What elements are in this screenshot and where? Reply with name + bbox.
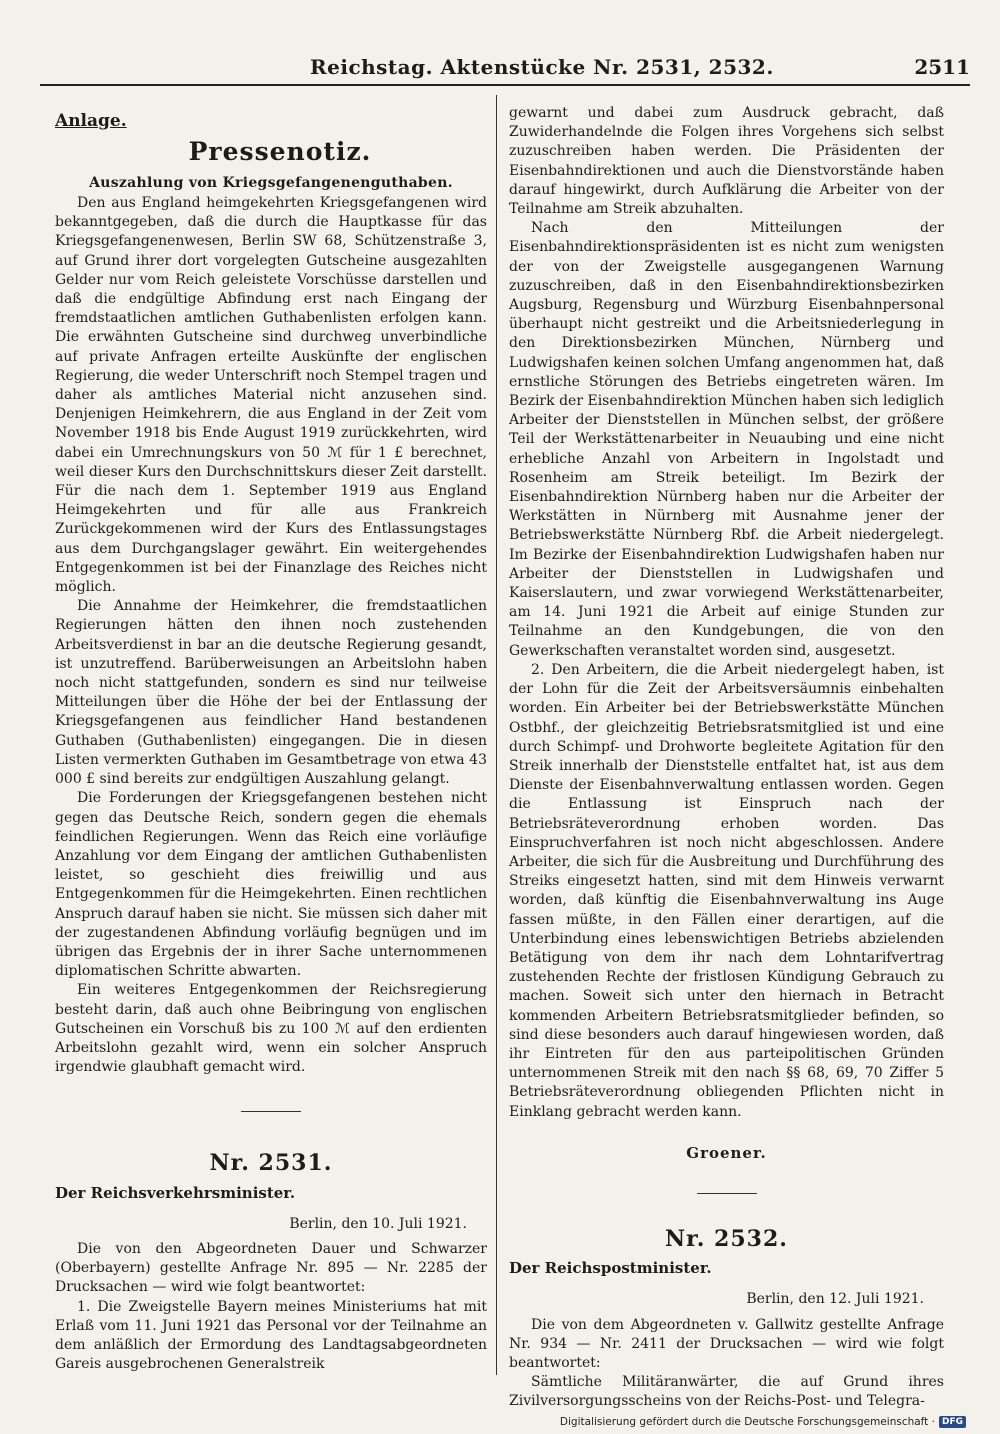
ministry-heading: Der Reichsverkehrsminister. <box>55 1183 296 1202</box>
page-number: 2511 <box>914 55 970 79</box>
signature: Groener. <box>686 1143 767 1162</box>
press-note-title: Pressenotiz. <box>188 137 372 166</box>
anlage-heading: Anlage. <box>55 111 127 131</box>
paragraph: Die Annahme der Heimkehrer, die fremdstaatlichen Regierungen hätten den ihnen noch zustehenden Arbeitsverdienst in bar an die deutsche Regierung gesandt, ist unzutreffend. Barüberweisungen an Arbeitslohn haben noch nicht stattgefunden, sondern es sind nur teilweise Mitteilungen über die Höhe der bei der Entlassung der Kriegsgefangenen aus feindlicher Hand bestandenen Guthaben (Guthabenlisten) eingegangen. Die in diesen Listen vermerkten Guthaben im Gesamtbetrage von etwa 43 000 £ sind bereits zur endgültigen Auszahlung gelangt. <box>55 598 487 788</box>
running-title: Reichstag. Aktenstücke Nr. 2531, 2532. <box>310 55 774 79</box>
footer-text: Digitalisierung gefördert durch die Deutsche Forschungsgemeinschaft · <box>559 1416 935 1428</box>
digitization-footer <box>560 1416 966 1428</box>
paragraph: 1. Die Zweigstelle Bayern meines Ministeriums hat mit Erlaß vom 11. Juni 1921 das Personal vor der Teilnahme an dem anläßlich der Ermordung des Landtagsabgeordneten Gareis ausgebrochenen Generalstreik <box>55 1298 487 1373</box>
paragraph: gewarnt und dabei zum Ausdruck gebracht, daß Zuwiderhandelnde die Folgen ihres Vorgehens sich selbst zuzuschreiben haben werden. Die Präsidenten der Eisenbahndirektionen und auch die Dienstvorstände haben darauf hingewirkt, durch Aufklärung die Arbeiter von der Teilnahme am Streik abzuhalten. <box>509 105 944 218</box>
paragraph: Nach den Mitteilungen der Eisenbahndirektionspräsidenten ist es nicht zum wenigsten der von der Zweigstelle ausgegangenen Warnung zuzuschreiben, daß in den Eisenbahndirektionsbezirken Augsburg, Regensburg und Würzburg Eisenbahnpersonal überhaupt nicht gestreikt und die Arbeitsniederlegung in den Direktionsbezirken München, Nürnberg und Ludwigshafen keinen solchen Umfang angenommen hat, daß ernstliche Störungen des Betriebs eingetreten wären. Im Bezirk der Eisenbahndirektion München haben sich lediglich Arbeiter der Dienststellen in München selbst, der größere Teil der Werkstättenarbeiter in Neuaubing und eine nicht erhebliche Anzahl von Arbeitern in Ingolstadt und Rosenheim am Streik beteiligt. Im Bezirk der Eisenbahndirektion Nürnberg haben nur die Arbeiter der Werkstätten in Nürnberg mit Ausnahme jener der Betriebswerkstätte Nürnberg Rbf. die Arbeit niedergelegt. Im Bezirke der Eisenbahndirektion Ludwigshafen haben nur Arbeiter der Dienststellen in Ludwigshafen und Kaiserslautern, und zwar vorwiegend Werkstättenarbeiter, am 14. Juni 1921 die Arbeit auf einige Stunden zur Teilnahme an den Kundgebungen, die von den Gewerkschaften veranstaltet worden sind, ausgesetzt. <box>509 220 944 659</box>
paragraph: Ein weiteres Entgegenkommen der Reichsregierung besteht darin, daß auch ohne Beibringung von englischen Gutscheinen ein Vorschuß bis zu 100 ℳ auf den erdienten Arbeitslohn gezahlt wird, wenn ein solcher Anspruch irgendwie glaubhaft gemacht wird. <box>55 982 487 1076</box>
column-divider <box>496 95 497 1375</box>
paragraph: Den aus England heimgekehrten Kriegsgefangenen wird bekanntgegeben, daß die durch die Hauptkasse für das Kriegsgefangenenwesen, Berlin SW 68, Schützenstraße 3, auf Grund ihrer dort vorgelegten Gutscheine ausgezahlten Gelder nur vom Reich geleistete Vorschüsse darstellen und daß die endgültige Abfindung erst nach Eingang der fremdstaatlichen amtlichen Guthabenlisten erfolgen kann. Die erwähnten Gutscheine sind durchweg unverbindliche auf private Anfragen erteilte Auskünfte der englischen Regierung, die weder Unterschrift noch Stempel tragen und daher als amtliches Material nicht anzusehen sind. Denjenigen Heimkehrern, die aus England in der Zeit vom November 1918 bis Ende August 1919 zurückkehrten, wird dabei ein Umrechnungskurs von 50 ℳ für 1 £ berechnet, weil dieser Kurs den Durchschnittskurs dieser Zeit darstellt. Für die nach dem 1. September 1919 aus England Heimgekehrten und für alle aus Frankreich Zurückgekommenen wird der Kurs des Entlassungstages aus dem Durchgangslager gewährt. Ein weitergehendes Entgegenkommen ist bei der Finanzlage des Reiches nicht möglich. <box>55 195 487 596</box>
left-body <box>55 194 487 1374</box>
paragraph: Die von dem Abgeordneten v. Gallwitz gestellte Anfrage Nr. 934 — Nr. 2411 der Drucksachen — wird wie folgt beantwortet: <box>509 1316 944 1371</box>
document-number: Nr. 2531. <box>209 1150 333 1177</box>
dateline: Berlin, den 12. Juli 1921. <box>746 1291 924 1308</box>
paragraph: 2. Den Arbeitern, die die Arbeit niedergelegt haben, ist der Lohn für die Zeit der Arbeitsversäumnis einbehalten worden. Ein Arbeiter bei der Betriebswerkstätte München Ostbhf., der gleichzeitig Betriebsratsmitglied ist und eine durch Schimpf- und Drohworte begleitete Agitation für den Streik innerhalb der Dienststelle entfaltet hat, ist aus dem Dienste der Eisenbahnverwaltung entlassen worden. Gegen die Entlassung ist Einspruch nach der Betriebsräteverordnung erhoben worden. Das Einspruchverfahren ist noch nicht abgeschlossen. Andere Arbeiter, die sich für die Ausbreitung und Durchführung des Streiks eingesetzt hatten, sind mit dem Hinweis verwarnt worden, daß künftig die Eisenbahnverwaltung ins Auge fassen müßte, in den Fällen einer derartigen, auf die Unterbindung eines lebenswichtigen Betriebs abzielenden Betätigung von dem ihr nach dem Lohntarifvertrag zustehenden Rechte der fristlosen Kündigung Gebrauch zu machen. Soweit sich unter den hiernach in Betracht kommenden Arbeitern Betriebsratsmitglieder befinden, so sind diese besonders auch darauf hingewiesen worden, daß ihr Eintreten für den aus parteipolitischen Gründen unternommenen Streik mit den nach §§ 68, 69, 70 Ziffer 5 Betriebsräteverordnung obliegenden Pflichten nicht in Einklang gebracht werden kann. <box>509 661 944 1120</box>
press-note-subtitle: Auszahlung von Kriegsgefangenenguthaben. <box>89 175 453 191</box>
paragraph: Die Forderungen der Kriegsgefangenen bestehen nicht gegen das Deutsche Reich, sondern gegen die ehemals feindlichen Regierungen. Wenn das Reich eine vorläufige Anzahlung vor dem Eingang der amtlichen Guthabenlisten leistet, so geschieht dies freiwillig und aus Entgegenkommen für die Heimgekehrten. Einen rechtlichen Anspruch darauf haben sie nicht. Sie müssen sich daher mit der zugestandenen Abfindung vorläufig begnügen und im übrigen das Ergebnis der in ihrer Sache unternommenen diplomatischen Schritte abwarten. <box>55 790 487 980</box>
right-column <box>509 104 944 1412</box>
ministry-heading: Der Reichspostminister. <box>509 1259 712 1278</box>
page-header <box>40 55 970 85</box>
paragraph: Sämtliche Militäranwärter, die auf Grund ihres Zivilversorgungsscheins von der Reichs-Post- und Telegra- <box>509 1374 944 1410</box>
paragraph: Die von den Abgeordneten Dauer und Schwarzer (Oberbayern) gestellte Anfrage Nr. 895 — Nr. 2285 der Drucksachen — wird wie folgt beantwortet: <box>55 1240 487 1296</box>
dateline: Berlin, den 10. Juli 1921. <box>289 1215 467 1232</box>
header-rule <box>40 84 970 86</box>
dfg-logo: DFG <box>939 1416 966 1428</box>
document-number: Nr. 2532. <box>665 1225 788 1252</box>
